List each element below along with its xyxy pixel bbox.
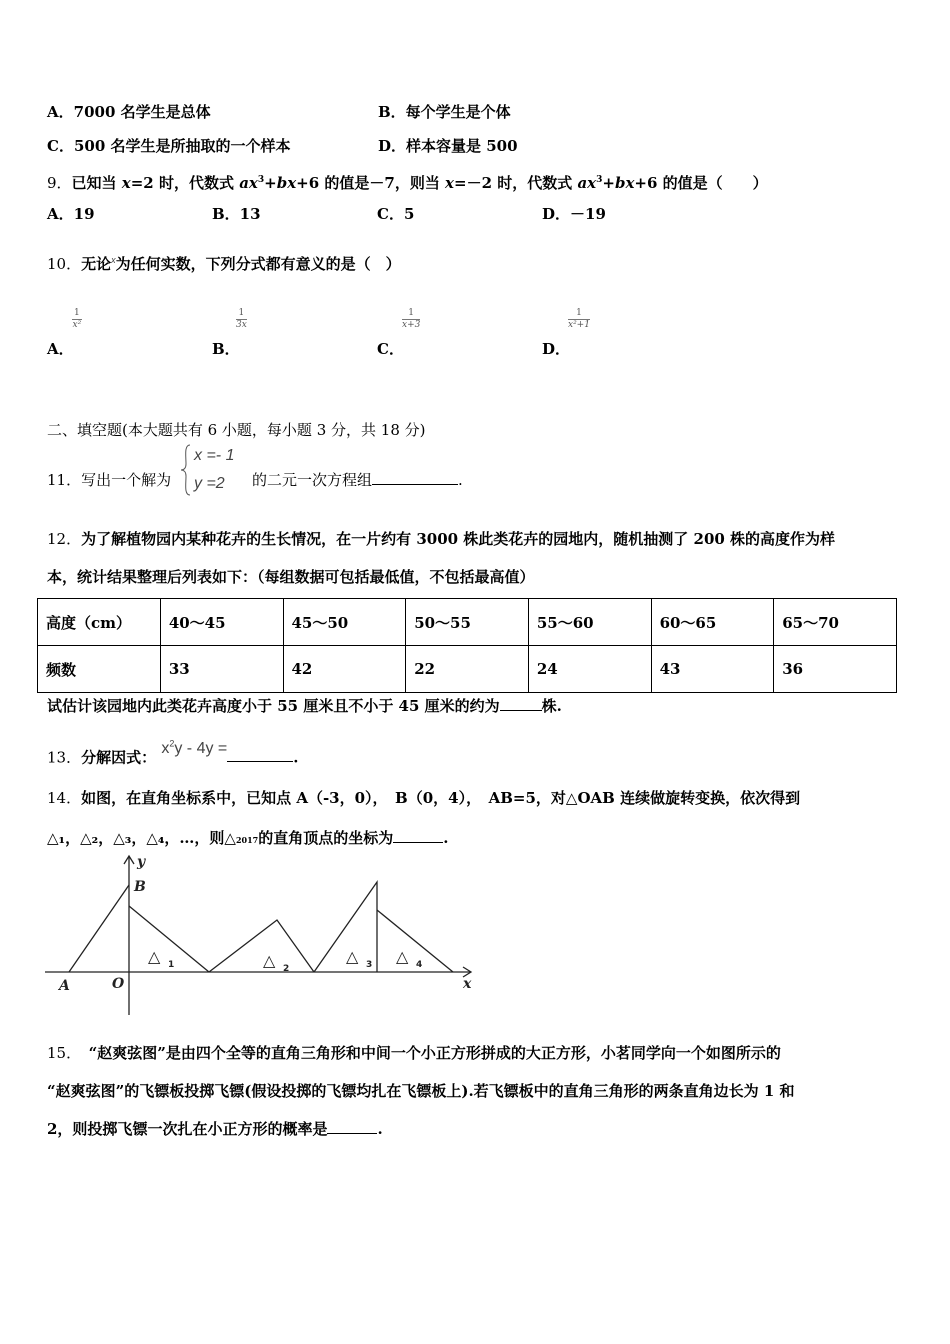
q15-line-1: 15． “赵爽弦图”是由四个全等的直角三角形和中间一个小正方形拼成的大正方形，小茗同学向一个如图所示的	[47, 1044, 781, 1062]
q9-option-d: D．－19	[542, 205, 606, 223]
table-cell: 36	[774, 646, 897, 693]
answer-blank[interactable]	[227, 747, 293, 762]
q9-stem: 9．已知当 x=2 时，代数式 $ax^3+bx+6$ 的值是－7，则当 x=－2 时，代数式 $ax^3+bx+6$ 的值是（ ）	[47, 174, 768, 192]
delta-1-index: 1	[168, 960, 175, 970]
q10-label-b: B．	[212, 340, 240, 358]
q9-option-c: C．5	[377, 205, 415, 223]
q11-equation-2: y =2	[194, 475, 225, 492]
table-row	[38, 599, 897, 646]
delta-3-index: 3	[366, 960, 373, 970]
q9-option-a: A．19	[47, 205, 95, 223]
q8-option-a: A．7000 名学生是总体	[47, 103, 211, 121]
table-cell: 40～45	[160, 599, 283, 646]
q14-line-2: △₁，△₂，△₃，△₄，…，则△2017的直角顶点的坐标为 .	[47, 829, 449, 847]
label-a: A	[59, 978, 70, 994]
answer-blank[interactable]	[393, 828, 443, 843]
delta-2: △	[263, 951, 276, 970]
q11-stem: 11．写出一个解为	[47, 471, 172, 489]
table-cell: 45～50	[283, 599, 406, 646]
q14-line-1: 14．如图，在直角坐标系中，已知点 A（-3，0）， B（0，4）， AB=5，对△OAB 连续做旋转变换，依次得到	[47, 789, 801, 807]
q11-tail: 的二元一次方程组 .	[252, 471, 463, 489]
table-cell: 60～65	[651, 599, 774, 646]
table-cell: 24	[528, 646, 651, 693]
answer-blank[interactable]	[327, 1119, 377, 1134]
delta-4-index: 4	[416, 960, 423, 970]
triangle-4	[377, 910, 453, 972]
triangle-2	[209, 920, 314, 972]
label-o: O	[112, 976, 125, 992]
table-cell: 33	[160, 646, 283, 693]
table-cell: 22	[406, 646, 529, 693]
table-cell: 频数	[38, 646, 161, 693]
q13-stem: 13．分解因式： $x^2y - 4y$ = .	[47, 739, 299, 767]
answer-blank[interactable]	[500, 696, 542, 711]
section-heading: 二、填空题(本大题共有 6 小题，每小题 3 分，共 18 分)	[47, 421, 426, 439]
frequency-table	[37, 598, 897, 693]
label-x: x	[463, 976, 472, 992]
q15-line-2: “赵爽弦图”的飞镖板投掷飞镖(假设投掷的飞镖均扎在飞镖板上).若飞镖板中的直角三角形的两条直角边长为 1 和	[47, 1082, 795, 1100]
table-row	[38, 646, 897, 693]
system-brace-icon	[180, 444, 192, 496]
label-b: B	[134, 879, 146, 895]
rotation-diagram	[0, 845, 950, 1025]
q11-equation-1: x =- 1	[194, 447, 235, 464]
table-cell: 55～60	[528, 599, 651, 646]
table-cell: 高度（cm）	[38, 599, 161, 646]
table-cell: 65～70	[774, 599, 897, 646]
q8-option-d: D．样本容量是 500	[378, 137, 518, 155]
answer-blank[interactable]	[372, 470, 458, 485]
q8-option-c: C．500 名学生是所抽取的一个样本	[47, 137, 291, 155]
q9-option-b: B．13	[212, 205, 261, 223]
q10-label-c: C．	[377, 340, 404, 358]
delta-1: △	[148, 947, 161, 966]
q10-fraction-a: $\frac{1}{\text{x²}}$	[72, 308, 82, 330]
q10-fraction-b: $\frac{1}{3x}$	[236, 308, 247, 330]
delta-3: △	[346, 947, 359, 966]
q15-line-3: 2，则投掷飞镖一次扎在小正方形的概率是 .	[47, 1120, 383, 1138]
label-y: y	[137, 854, 146, 870]
table-cell: 42	[283, 646, 406, 693]
q10-stem: 10．无论$^x$为任何实数，下列分式都有意义的是（ ）	[47, 255, 401, 273]
table-cell: 50～55	[406, 599, 529, 646]
q10-fraction-c: $\frac{1}{x+3}$	[402, 308, 421, 330]
triangle-oab	[69, 885, 129, 972]
table-cell: 43	[651, 646, 774, 693]
q10-label-a: A．	[47, 340, 74, 358]
delta-2-index: 2	[283, 964, 290, 974]
q8-option-b: B．每个学生是个体	[378, 103, 511, 121]
q10-label-d: D．	[542, 340, 571, 358]
q10-fraction-d: $\frac{1}{\text{x²+1}}$	[568, 308, 590, 330]
q12-line-1: 12．为了解植物园内某种花卉的生长情况，在一片约有 3000 株此类花卉的园地内，随机抽测了 200 株的高度作为样	[47, 530, 836, 548]
delta-4: △	[396, 947, 409, 966]
q12-question: 试估计该园地内此类花卉高度小于 55 厘米且不小于 45 厘米的约为 株.	[47, 697, 562, 715]
q12-line-2: 本，统计结果整理后列表如下：（每组数据可包括最低值，不包括最高值）	[47, 568, 535, 586]
